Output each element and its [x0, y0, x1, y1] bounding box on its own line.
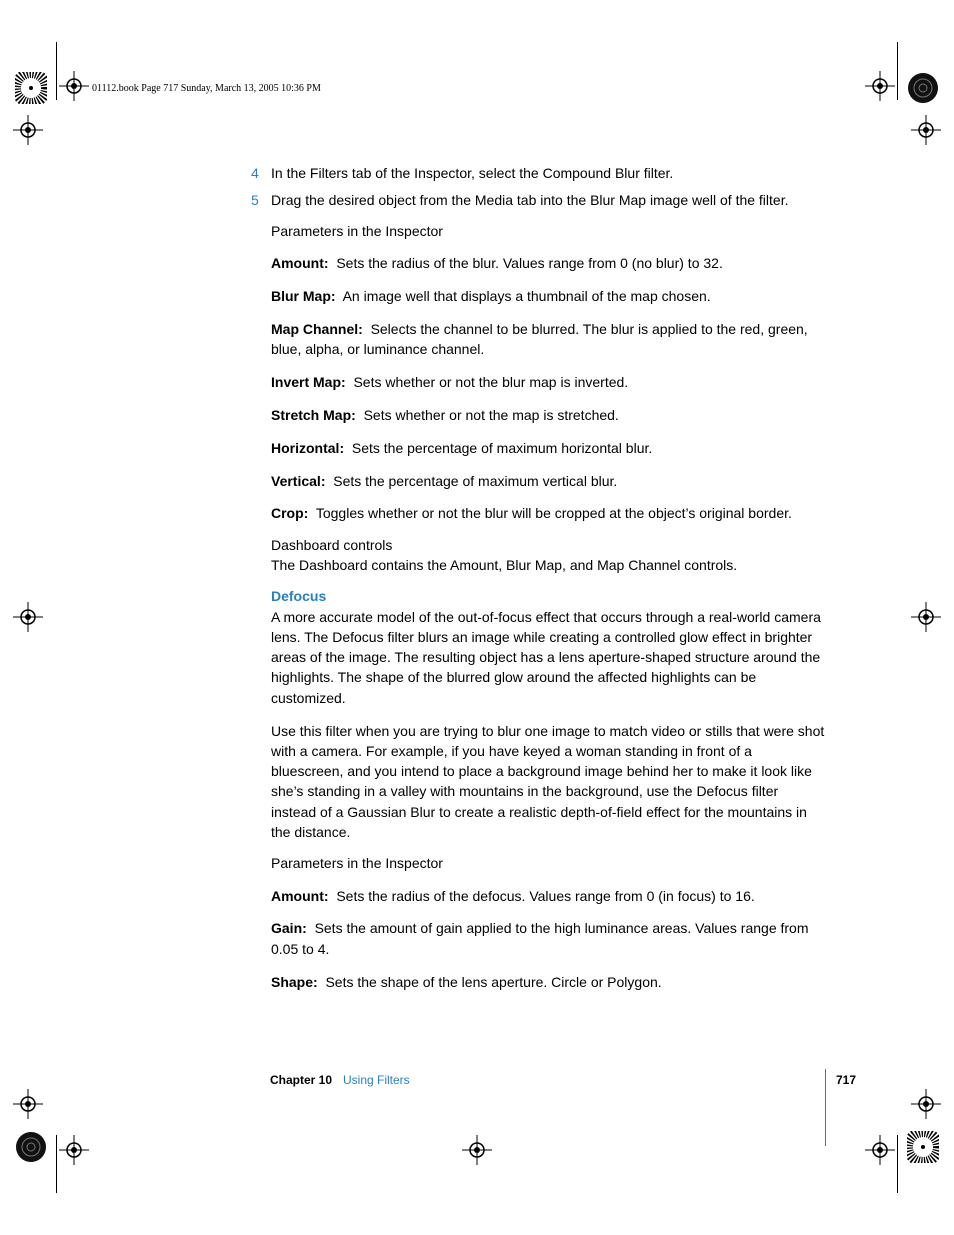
- param-term: Invert Map:: [271, 374, 346, 391]
- param-desc: Selects the channel to be blurred. The blur is applied to the red, green, blue, alpha, or luminance channel.: [271, 321, 808, 358]
- defocus-usage: Use this filter when you are trying to blur one image to match video or stills that were shot with a camera. For example, if you have keyed a woman standing in front of a bluescreen, and you intend to place a background image behind her to make it look like she’s standing in a valley with mountains in the background, use the Defocus filter instead of a Gaussian Blur to create a realistic depth-of-field effect for the mountains in the distance.: [271, 722, 825, 841]
- param-desc: Sets whether or not the map is stretched.: [363, 406, 619, 423]
- step-text: Drag the desired object from the Media tab into the Blur Map image well of the filter.: [271, 191, 789, 208]
- param-term: Amount:: [271, 887, 329, 904]
- param-entry: [271, 503, 826, 523]
- param-desc: Sets the radius of the defocus. Values range from 0 (in focus) to 16.: [336, 887, 755, 904]
- registration-target-icon: [59, 1135, 89, 1165]
- crop-mark: [56, 1135, 57, 1193]
- param-desc: An image well that displays a thumbnail of the map chosen.: [342, 288, 711, 305]
- param-desc: Toggles whether or not the blur will be cropped at the object’s original border.: [315, 505, 792, 522]
- registration-target-icon: [911, 1089, 941, 1119]
- page-content: [251, 163, 826, 1004]
- step-number: 4: [251, 165, 259, 181]
- registration-target-icon: [865, 1135, 895, 1165]
- param-entry: [271, 286, 826, 306]
- param-entry: [271, 918, 826, 959]
- params-heading: Parameters in the Inspector: [271, 223, 443, 240]
- param-term: Map Channel:: [271, 321, 363, 338]
- step-item: [251, 163, 826, 183]
- param-term: Stretch Map:: [271, 406, 356, 423]
- param-term: Vertical:: [271, 472, 326, 489]
- defocus-intro: A more accurate model of the out-of-focus effect that occurs through a real-world camera lens. The Defocus filter blurs an image while creating a controlled glow effect in brighter areas of the image. The resulting object has a lens aperture-shaped structure around the highlights. The shape of the blurred glow around the affected highlights can be customized.: [271, 608, 821, 706]
- registration-target-icon: [13, 115, 43, 145]
- page-number: 717: [836, 1073, 857, 1087]
- param-term: Horizontal:: [271, 439, 345, 456]
- registration-target-icon: [911, 602, 941, 632]
- param-entry: [271, 372, 826, 392]
- param-term: Blur Map:: [271, 288, 336, 305]
- crop-mark: [897, 1135, 898, 1193]
- param-term: Gain:: [271, 920, 307, 937]
- param-entry: [271, 405, 826, 425]
- param-entry: [271, 972, 826, 992]
- registration-target-icon: [13, 602, 43, 632]
- param-entry: [271, 438, 826, 458]
- param-desc: Sets the percentage of maximum horizontal blur.: [351, 439, 653, 456]
- dashboard-heading: Dashboard controls: [271, 536, 393, 553]
- starburst-icon: [15, 1131, 47, 1168]
- param-desc: Sets the percentage of maximum vertical blur.: [333, 472, 618, 489]
- param-desc: Sets the amount of gain applied to the high luminance areas. Values range from 0.05 to 4.: [271, 920, 809, 957]
- param-desc: Sets whether or not the blur map is inverted.: [353, 374, 629, 391]
- footer-divider: [825, 1069, 826, 1146]
- step-item: [251, 190, 826, 210]
- step-text: In the Filters tab of the Inspector, select the Compound Blur filter.: [271, 165, 674, 181]
- print-slug: 01112.book Page 717 Sunday, March 13, 2005 10:36 PM: [92, 83, 321, 94]
- param-entry: [271, 471, 826, 491]
- starburst-icon: [15, 72, 47, 109]
- registration-target-icon: [59, 71, 89, 101]
- step-number: 5: [251, 191, 259, 208]
- starburst-icon: [907, 1131, 939, 1168]
- footer-chapter-link[interactable]: Using Filters: [343, 1073, 410, 1087]
- starburst-icon: [907, 72, 939, 109]
- params-heading: Parameters in the Inspector: [271, 855, 443, 872]
- registration-target-icon: [911, 115, 941, 145]
- param-term: Crop:: [271, 505, 309, 522]
- crop-mark: [897, 42, 898, 100]
- registration-target-icon: [462, 1135, 492, 1165]
- param-entry: [271, 253, 826, 273]
- param-term: Shape:: [271, 973, 318, 990]
- section-title-defocus: Defocus: [271, 588, 327, 605]
- registration-target-icon: [865, 71, 895, 101]
- param-term: Amount:: [271, 255, 329, 272]
- footer-chapter-label: Chapter 10: [270, 1073, 333, 1087]
- param-desc: Sets the shape of the lens aperture. Circle or Polygon.: [325, 973, 662, 990]
- param-entry: [271, 319, 826, 360]
- crop-mark: [56, 42, 57, 100]
- registration-target-icon: [13, 1089, 43, 1119]
- param-desc: Sets the radius of the blur. Values range from 0 (no blur) to 32.: [336, 255, 723, 272]
- dashboard-text: The Dashboard contains the Amount, Blur Map, and Map Channel controls.: [271, 556, 738, 573]
- param-entry: [271, 886, 826, 906]
